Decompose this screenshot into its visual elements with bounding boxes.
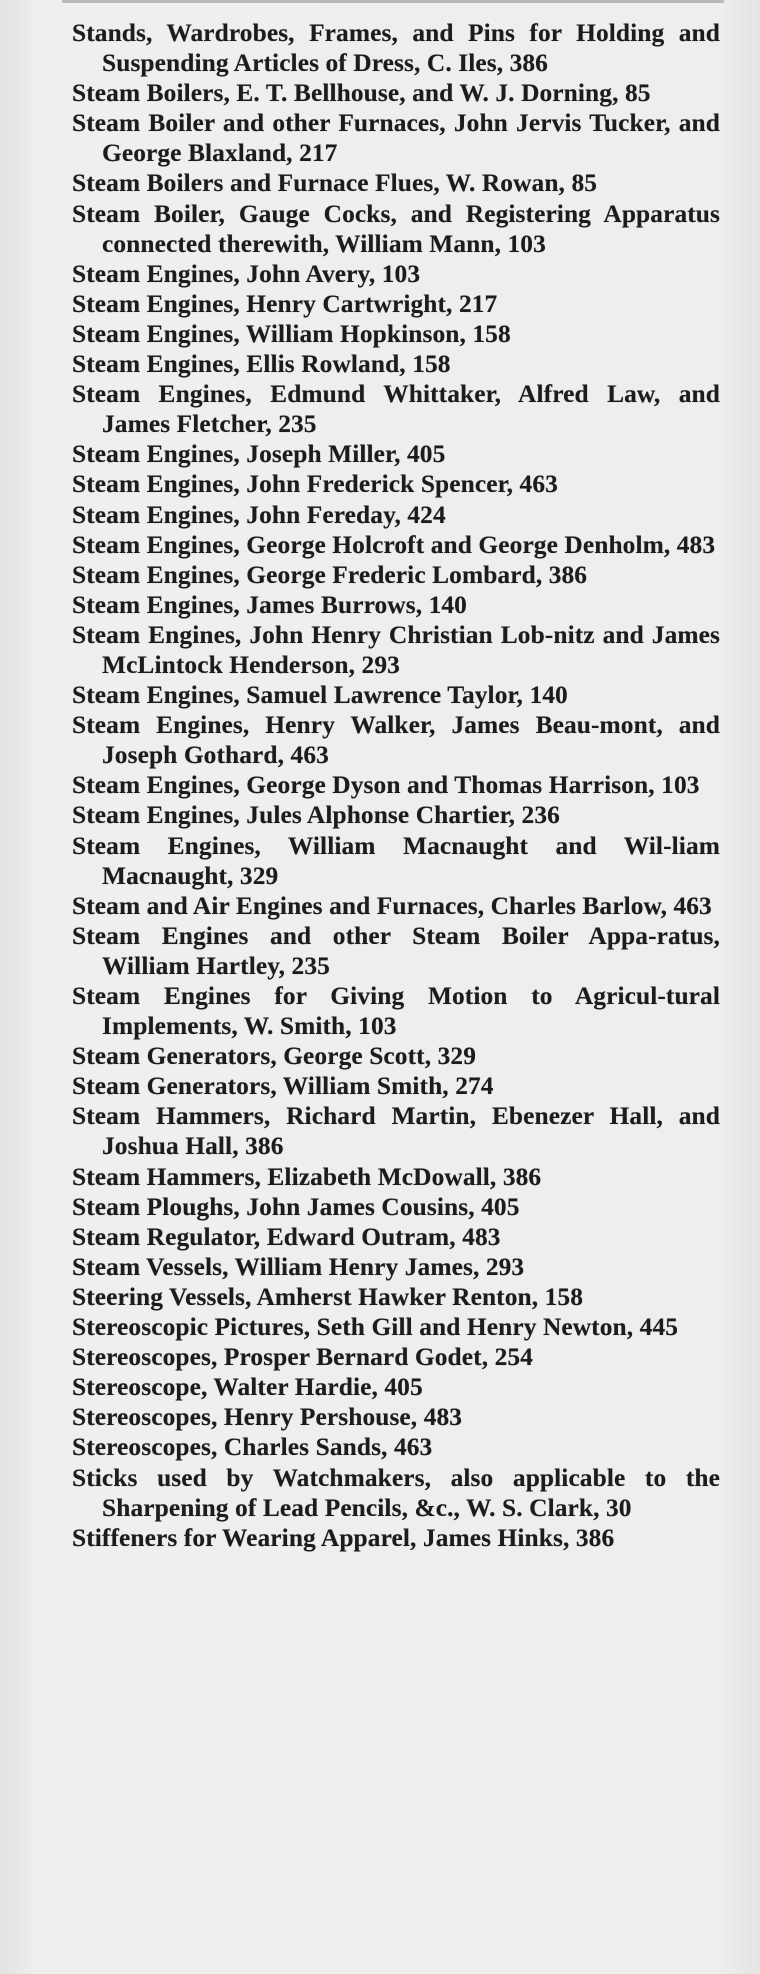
- index-entry: Steam Engines, William Macnaught and Wil-liam Macnaught, 329: [72, 831, 720, 890]
- index-entry: Steam Boiler and other Furnaces, John Jervis Tucker, and George Blaxland, 217: [72, 109, 720, 168]
- index-entry: Steam Engines, Ellis Rowland, 158: [72, 350, 451, 379]
- index-entry: Steam Regulator, Edward Outram, 483: [72, 1222, 501, 1251]
- index-entry: Stereoscopes, Charles Sands, 463: [72, 1433, 433, 1462]
- index-entry: Stereoscopic Pictures, Seth Gill and Henry Newton, 445: [72, 1313, 679, 1342]
- top-rule: [62, 0, 724, 3]
- index-entry: Steam Vessels, William Henry James, 293: [72, 1252, 525, 1281]
- index-entry: Steam Generators, George Scott, 329: [72, 1042, 476, 1071]
- index-entry: Steam Boiler, Gauge Cocks, and Registering Apparatus connected therewith, William Mann, 103: [72, 199, 720, 258]
- index-entry: Steam Generators, William Smith, 274: [72, 1072, 494, 1101]
- index-entry: Steering Vessels, Amherst Hawker Renton, 158: [72, 1282, 584, 1311]
- index-entry: Steam Engines, Samuel Lawrence Taylor, 140: [72, 681, 568, 710]
- index-entry: Stereoscope, Walter Hardie, 405: [72, 1373, 423, 1402]
- index-entry: Steam and Air Engines and Furnaces, Charles Barlow, 463: [72, 891, 712, 920]
- index-entry: Steam Ploughs, John James Cousins, 405: [72, 1192, 520, 1221]
- index-entry: Steam Hammers, Richard Martin, Ebenezer Hall, and Joshua Hall, 386: [72, 1102, 720, 1161]
- index-list: [72, 18, 720, 1553]
- index-entry: Steam Engines, John Avery, 103: [72, 259, 421, 288]
- index-entry: Stands, Wardrobes, Frames, and Pins for Holding and Suspending Articles of Dress, C. Iles, 386: [72, 19, 720, 78]
- index-entry: Steam Engines, James Burrows, 140: [72, 590, 467, 619]
- index-entry: Stereoscopes, Henry Pershouse, 483: [72, 1403, 463, 1432]
- index-entry: Steam Engines, William Hopkinson, 158: [72, 319, 511, 348]
- index-entry: Steam Boilers, E. T. Bellhouse, and W. J. Dorning, 85: [72, 79, 651, 108]
- index-entry: Steam Engines, Henry Walker, James Beau-mont, and Joseph Gothard, 463: [72, 711, 720, 770]
- index-entry: Steam Engines, John Henry Christian Lob-nitz and James McLintock Henderson, 293: [72, 620, 720, 679]
- index-entry: Steam Engines, Henry Cartwright, 217: [72, 289, 498, 318]
- index-entry: Steam Engines, George Frederic Lombard, 386: [72, 560, 588, 589]
- index-entry: Steam Engines and other Steam Boiler Appa-ratus, William Hartley, 235: [72, 921, 720, 980]
- index-entry: Stiffeners for Wearing Apparel, James Hinks, 386: [72, 1523, 615, 1552]
- index-entry: Steam Engines, Edmund Whittaker, Alfred Law, and James Fletcher, 235: [72, 380, 720, 439]
- index-entry: Steam Engines, John Fereday, 424: [72, 500, 446, 529]
- index-entry: Steam Engines, John Frederick Spencer, 463: [72, 470, 558, 499]
- index-entry: Steam Engines, Joseph Miller, 405: [72, 440, 446, 469]
- index-entry: Sticks used by Watchmakers, also applicable to the Sharpening of Lead Pencils, &c., W. S. Clark, 30: [72, 1463, 720, 1522]
- index-entry: Steam Engines, George Dyson and Thomas Harrison, 103: [72, 771, 700, 800]
- index-entry: Steam Boilers and Furnace Flues, W. Rowan, 85: [72, 169, 598, 198]
- index-entry: Steam Engines, George Holcroft and George Denholm, 483: [72, 530, 716, 559]
- index-entry: Steam Engines for Giving Motion to Agricul-tural Implements, W. Smith, 103: [72, 982, 720, 1041]
- index-entry: Steam Engines, Jules Alphonse Chartier, 236: [72, 801, 560, 830]
- index-entry: Stereoscopes, Prosper Bernard Godet, 254: [72, 1343, 533, 1372]
- index-entry: Steam Hammers, Elizabeth McDowall, 386: [72, 1162, 542, 1191]
